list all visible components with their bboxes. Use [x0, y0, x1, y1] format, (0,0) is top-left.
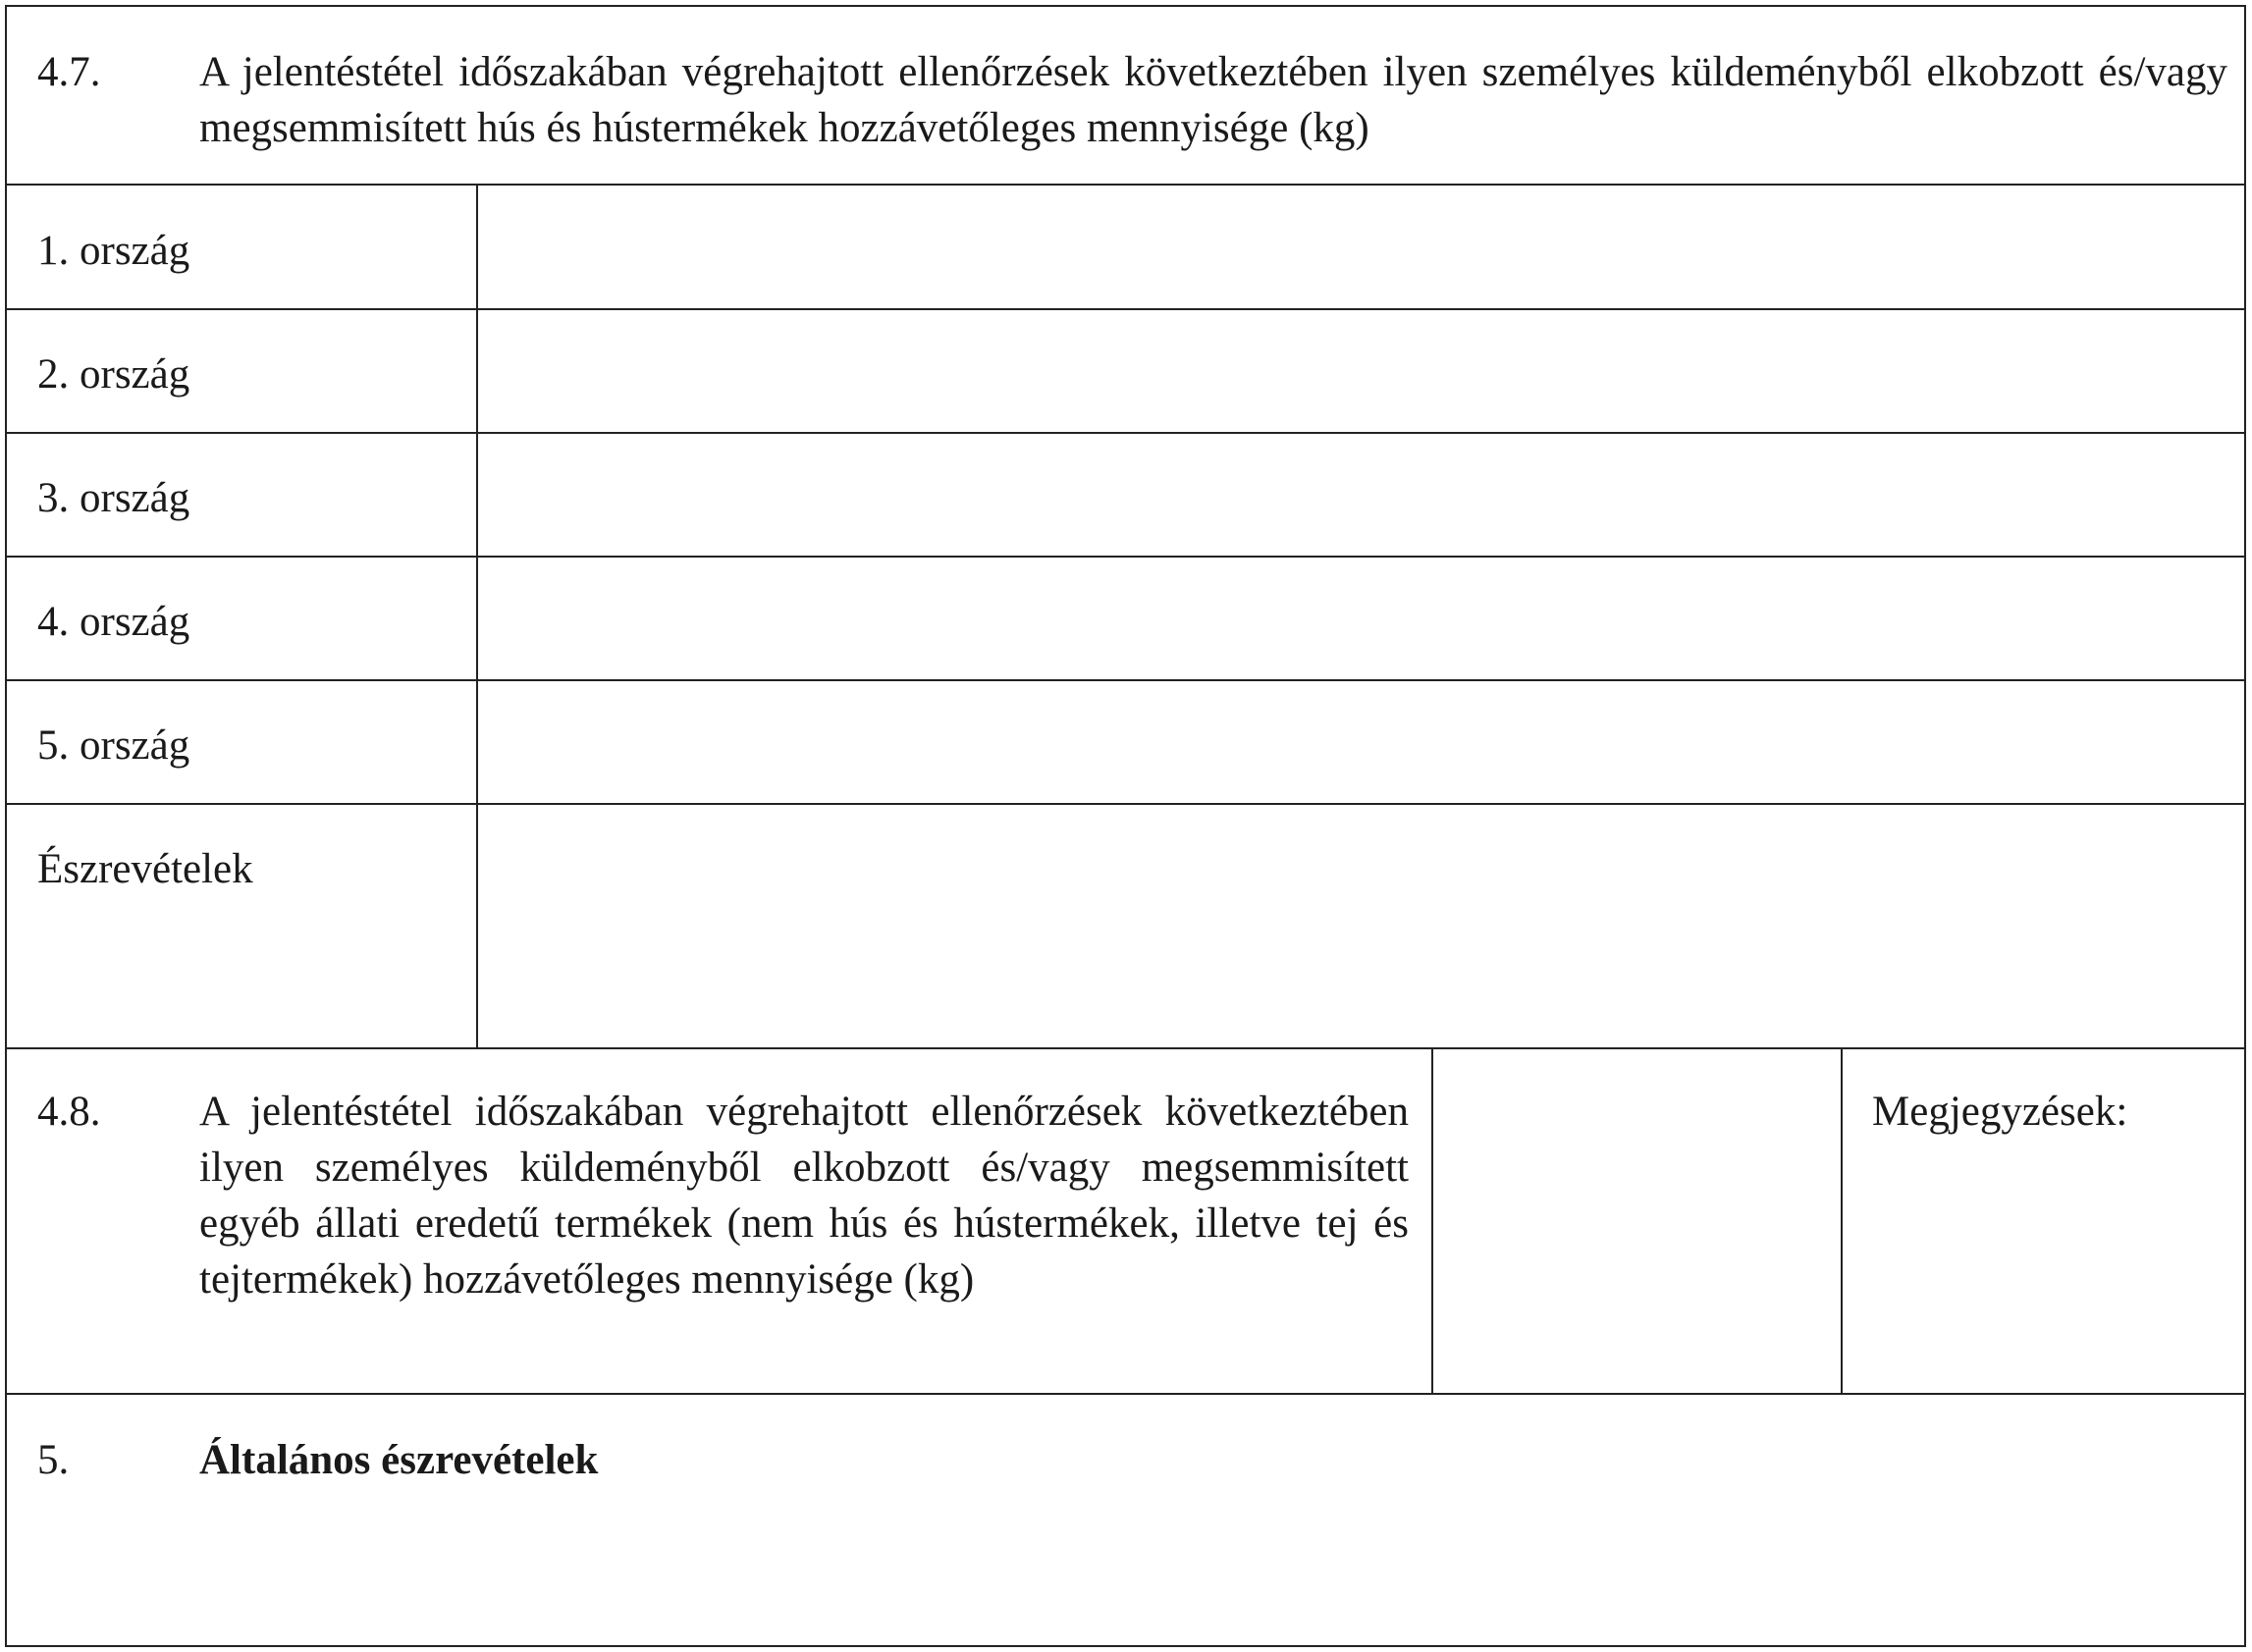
row-label-country-1: 1. ország	[37, 228, 190, 274]
section-title: Általános észrevételek	[199, 1437, 599, 1483]
value-field-country-5[interactable]	[500, 718, 2227, 773]
value-field-4-8[interactable]	[1454, 1084, 1817, 1140]
row-divider	[7, 1047, 2244, 1049]
report-form-table	[5, 5, 2246, 1647]
row-label-country-4: 4. ország	[37, 599, 190, 645]
row-divider	[7, 432, 2244, 434]
value-field-country-3[interactable]	[500, 470, 2227, 526]
section-number: 4.7.	[37, 49, 101, 95]
row-divider	[7, 556, 2244, 558]
row-divider	[7, 803, 2244, 805]
remarks-field[interactable]	[500, 841, 2227, 897]
section-number: 4.8.	[37, 1089, 101, 1135]
value-field-country-4[interactable]	[500, 594, 2227, 650]
value-field-country-1[interactable]	[500, 223, 2227, 279]
remarks-label: Észrevételek	[37, 846, 253, 892]
row-divider	[7, 1393, 2244, 1395]
row-label-country-5: 5. ország	[37, 722, 190, 769]
column-divider	[1431, 1048, 1433, 1393]
column-divider	[1841, 1048, 1843, 1393]
row-divider	[7, 308, 2244, 310]
notes-label: Megjegyzések:	[1872, 1089, 2128, 1135]
section-number: 5.	[37, 1437, 70, 1483]
row-label-country-3: 3. ország	[37, 475, 190, 521]
section-text: A jelentéstétel időszakában végrehajtott ellenőrzések következtében ilyen személyes küldeményből elkobzott és/vagy megsemmisített egyéb állati eredetű termékek (nem hús és hústermékek, illetve tej és tejtermékek) hozzávetőleges mennyisége (kg)	[199, 1089, 1409, 1303]
value-field-country-2[interactable]	[500, 346, 2227, 402]
row-divider	[7, 184, 2244, 186]
section-title: A jelentéstétel időszakában végrehajtott ellenőrzések következtében ilyen személyes küldeményből elkobzott és/vagy megsemmisített hús és hústermékek hozzávetőleges mennyisége (kg)	[199, 49, 2227, 151]
column-divider	[476, 185, 478, 1047]
row-label-country-2: 2. ország	[37, 351, 190, 398]
row-divider	[7, 679, 2244, 681]
